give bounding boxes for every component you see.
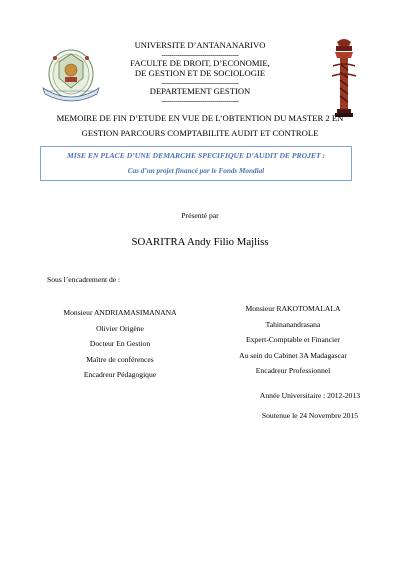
divider: --------------------------------------	[161, 79, 239, 87]
supervision-label: Sous l’encadrement de :	[47, 275, 121, 284]
academic-year: Année Universitaire : 2012-2013	[259, 391, 361, 400]
supervisor-right-line: Au sein du Cabinet 3A Madagascar	[239, 350, 347, 360]
presented-by-label: Présenté par	[181, 211, 219, 220]
faculty-line-2: DE GESTION ET DE SOCIOLOGIE	[134, 68, 266, 78]
divider: --------------------------------------	[161, 97, 239, 105]
faculty-line-1: FACULTE DE DROIT, D’ECONOMIE,	[130, 58, 270, 68]
supervisor-left-line: Olivier Origène	[96, 323, 144, 333]
university-name: UNIVERSITE D’ANTANANARIVO	[134, 40, 266, 50]
thesis-title-box	[40, 146, 352, 181]
thesis-subtitle: Cas d’un projet financé par le Fonds Mondial	[127, 167, 265, 175]
supervisor-right-line: Expert-Comptable et Financier	[245, 335, 341, 344]
defense-date: Soutenue le 24 Novembre 2015	[261, 411, 359, 420]
supervisor-right	[218, 301, 368, 379]
supervisor-right-line: Monsieur RAKOTOMALALA	[245, 304, 341, 313]
author-name: SOARITRA Andy Filio Majliss	[131, 236, 269, 248]
department-name: DEPARTEMENT GESTION	[149, 86, 251, 96]
supervisor-right-line: Encadreur Professionnel	[255, 366, 331, 375]
supervisor-right-line: Tahinanandrasana	[265, 319, 321, 329]
supervisor-left-line: Encadreur Pédagogique	[83, 370, 157, 379]
thesis-title: MISE EN PLACE D’UNE DEMARCHE SPECIFIQUE D’AUDIT DE PROJET :	[66, 151, 326, 160]
supervisor-left-line: Monsieur ANDRIAMASIMANANA	[63, 308, 177, 317]
supervisor-left-line: Maître de conférences	[86, 354, 154, 364]
divider: --------------------------------------	[161, 51, 239, 59]
memoire-line-1: MEMOIRE DE FIN D’ETUDE EN VUE DE L’OBTENTION DU MASTER 2 EN	[56, 113, 344, 123]
supervisor-left	[40, 305, 200, 383]
supervisor-left-line: Docteur En Gestion	[89, 339, 151, 348]
memoire-line-2: GESTION PARCOURS COMPTABILITE AUDIT ET CONTROLE	[81, 128, 319, 138]
